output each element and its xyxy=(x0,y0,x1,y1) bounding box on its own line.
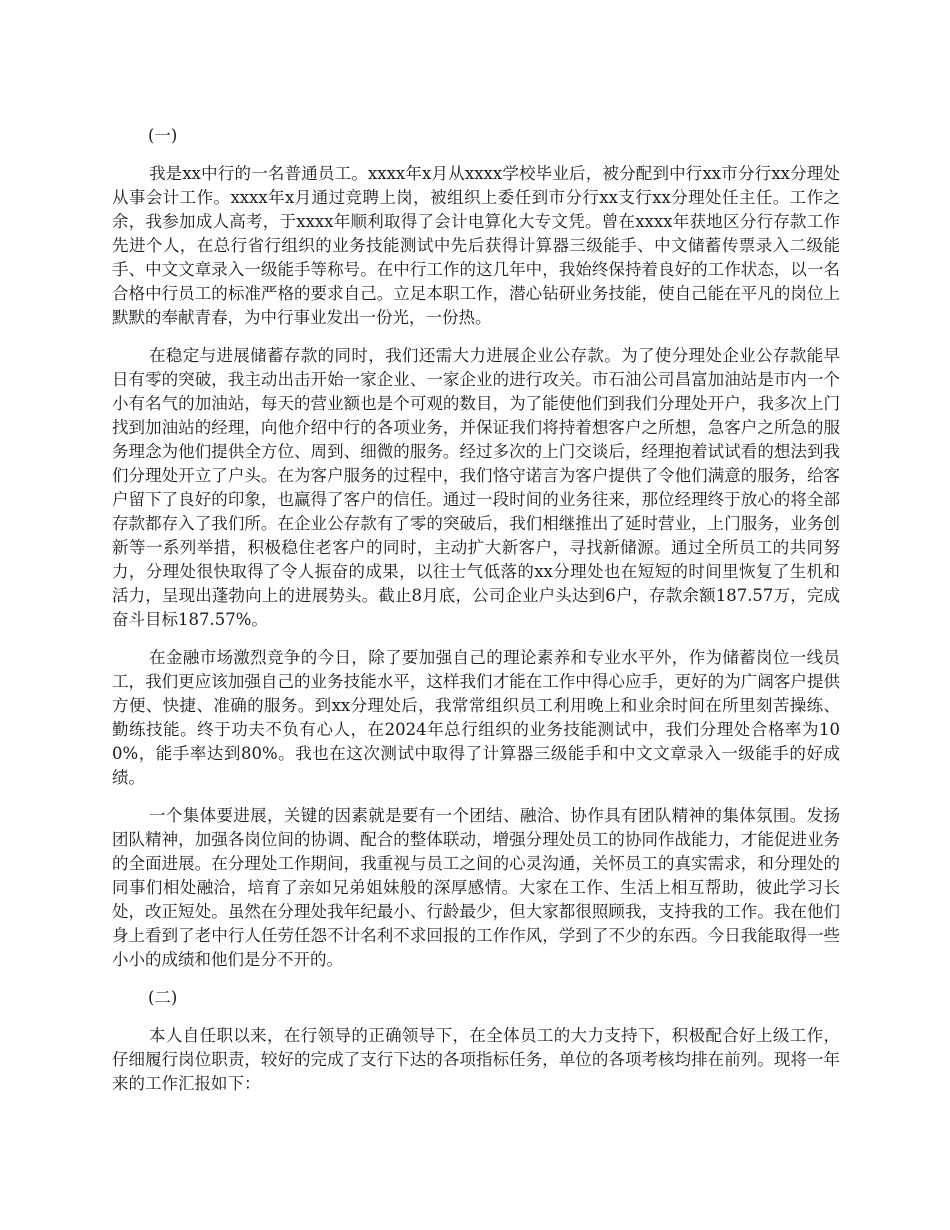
paragraph: 在稳定与进展储蓄存款的同时，我们还需大力进展企业公存款。为了使分理处企业公存款能早日有零的突破，我主动出击开始一家企业、一家企业的进行攻关。市石油公司昌富加油站是市内一个小有名气的加油站，每天的营业额也是个可观的数目，为了能使他们到我们分理处开户，我多次上门找到加油站的经理，向他介绍中行的各项业务，并保证我们将持着想客户之所想，急客户之所急的服务理念为他们提供全方位、周到、细微的服务。经过多次的上门交谈后，经理抱着试试看的想法到我们分理处开立了户头。在为客户服务的过程中，我们恪守诺言为客户提供了令他们满意的服务，给客户留下了良好的印象，也赢得了客户的信任。通过一段时间的业务往来，那位经理终于放心的将全部存款都存入了我们所。在企业公存款有了零的突破后，我们相继推出了延时营业，上门服务，业务创新等一系列举措，积极稳住老客户的同时，主动扩大新客户，寻找新储源。通过全所员工的共同努力，分理处很快取得了令人振奋的成果，以往士气低落的xx分理处也在短短的时间里恢复了生机和活力，呈现出蓬勃向上的进展势头。截止8月底，公司企业户头达到6户，存款余额187.57万，完成奋斗目标187.57%。 xyxy=(112,346,840,629)
paragraph: 本人自任职以来，在行领导的正确领导下，在全体员工的大力支持下，积极配合好上级工作，仔细履行岗位职责，较好的完成了支行下达的各项指标任务，单位的各项考核均排在前列。现将一年来的工作汇报如下： xyxy=(112,1026,840,1093)
paragraph: 一个集体要进展，关键的因素就是要有一个团结、融洽、协作具有团队精神的集体氛围。发扬团队精神，加强各岗位间的协调、配合的整体联动，增强分理处员工的协同作战能力，才能促进业务的全面进展。在分理处工作期间，我重视与员工之间的心灵沟通，关怀员工的真实需求，和分理处的同事们相处融洽，培育了亲如兄弟姐妹般的深厚感情。大家在工作、生活上相互帮助，彼此学习长处，改正短处。虽然在分理处我年纪最小、行龄最少，但大家都很照顾我，支持我的工作。我在他们身上看到了老中行人任劳任怨不计名利不求回报的工作作风，学到了不少的东西。今日我能取得一些小小的成绩和他们是分不开的。 xyxy=(112,806,840,969)
document-body xyxy=(112,124,840,1110)
paragraph: 我是xx中行的一名普通员工。xxxx年x月从xxxx学校毕业后，被分配到中行xx市分行xx分理处从事会计工作。xxxx年x月通过竞聘上岗，被组织上委任到市分行xx支行xx分理处任主任。工作之余，我参加成人高考，于xxxx年顺利取得了会计电算化大专文凭。曾在xxxx年获地区分行存款工作先进个人，在总行省行组织的业务技能测试中先后获得计算器三级能手、中文储蓄传票录入二级能手、中文文章录入一级能手等称号。在中行工作的这几年中，我始终保持着良好的工作状态，以一名合格中行员工的标准严格的要求自己。立足本职工作，潜心钻研业务技能，使自己能在平凡的岗位上默默的奉献青春，为中行事业发出一份光，一份热。 xyxy=(112,164,840,327)
section-heading-2: (二) xyxy=(148,988,178,1007)
section-heading-1: (一) xyxy=(148,126,178,145)
paragraph: 在金融市场激烈竞争的今日，除了要加强自己的理论素养和专业水平外，作为储蓄岗位一线员工，我们更应该加强自己的业务技能水平，这样我们才能在工作中得心应手，更好的为广阔客户提供方便、快捷、准确的服务。到xx分理处后，我常常组织员工利用晚上和业余时间在所里刻苦操练、勤练技能。终于功夫不负有心人，在2024年总行组织的业务技能测试中，我们分理处合格率为100%，能手率达到80%。我也在这次测试中取得了计算器三级能手和中文文章录入一级能手的好成绩。 xyxy=(112,648,840,787)
